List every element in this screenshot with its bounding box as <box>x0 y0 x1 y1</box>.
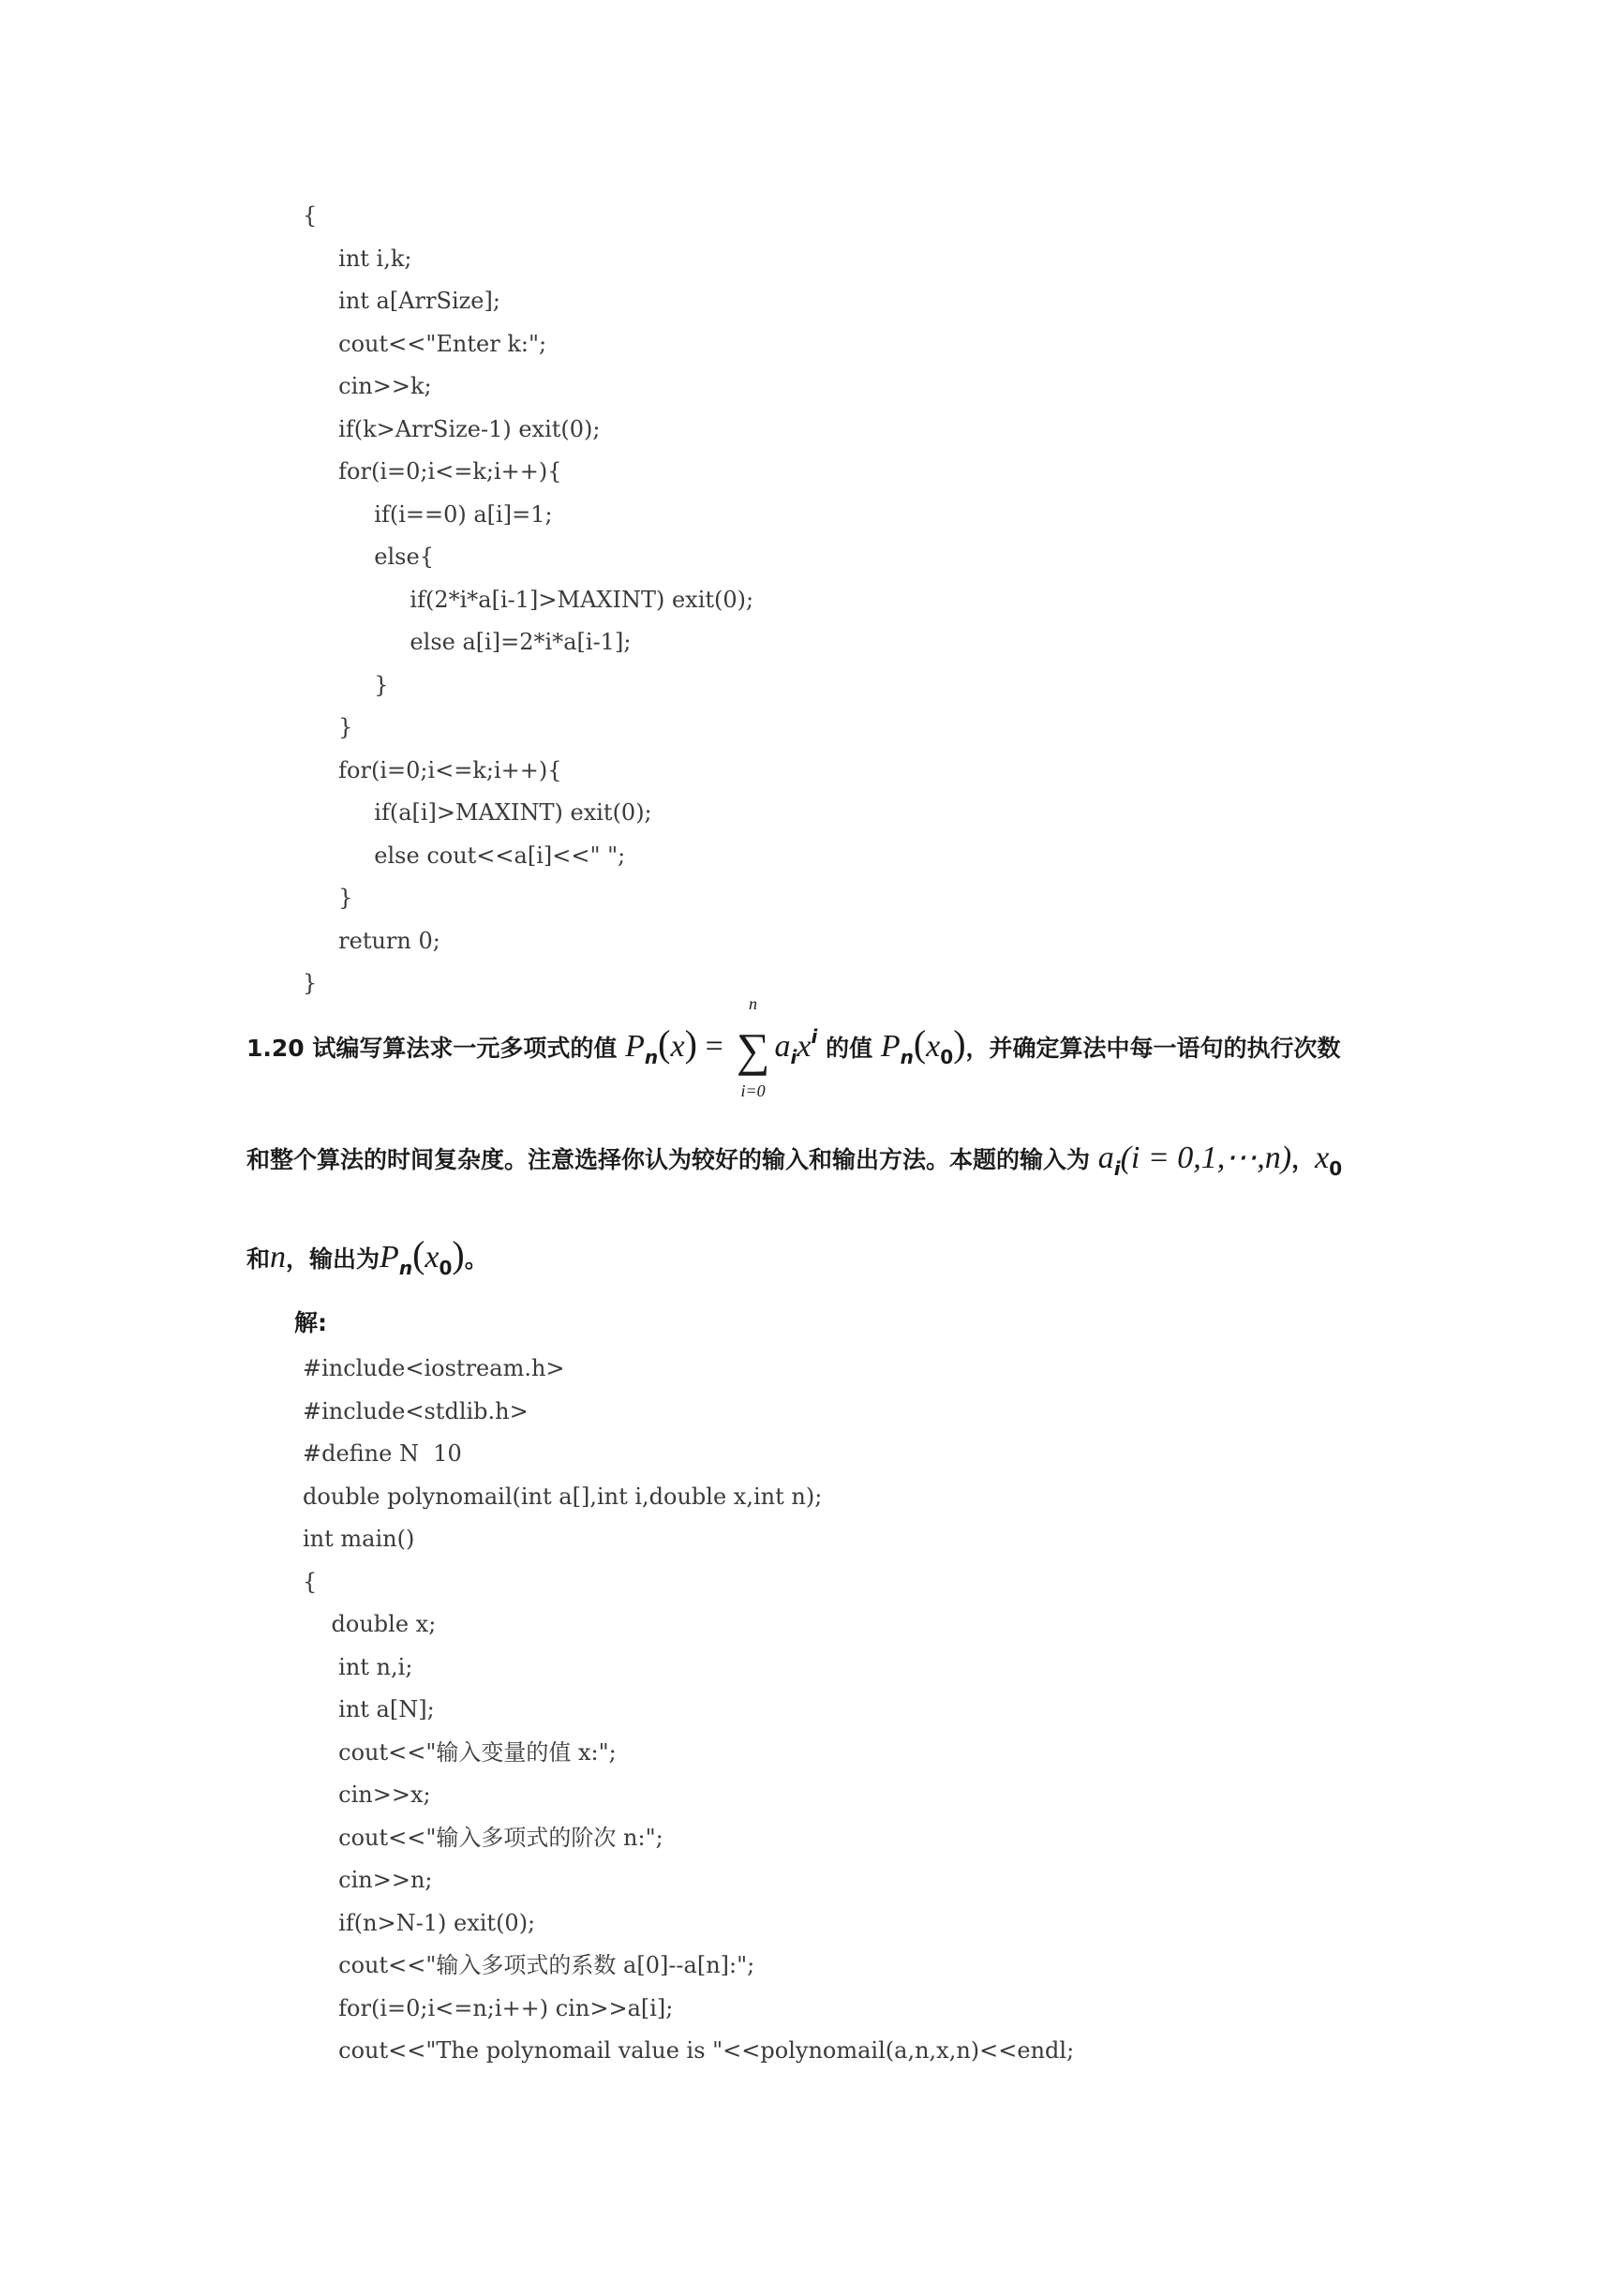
code-line: { <box>303 202 318 229</box>
math-x0: x <box>425 1240 440 1275</box>
problem-text: ，并确定算法中每一语句的执行次数 <box>965 1035 1341 1062</box>
problem-text: 试编写算法求一元多项式的值 <box>312 1035 618 1062</box>
math-sub-0: 0 <box>940 1046 954 1068</box>
code-line: cout<<"输入多项式的系数 a[0]--a[n]:"; <box>303 1952 755 1978</box>
code-line: else a[i]=2*i*a[i-1]; <box>303 629 632 655</box>
sum-lower: i=0 <box>740 1081 766 1100</box>
code-line: int main() <box>303 1526 415 1552</box>
code-line: if(n>N-1) exit(0); <box>303 1909 536 1936</box>
math-sub-0: 0 <box>1329 1157 1343 1180</box>
math-x: x <box>670 1029 685 1064</box>
math-x0: x <box>1315 1141 1330 1175</box>
problem-line-1: 1.20 试编写算法求一元多项式的值 $P_n(x)$ = n ∑ i=0 $a_ix^i$ 的值 $P_n(x_0)$，并确定算法中每一语句的执行次数 <box>246 994 1341 1100</box>
problem-comma: ， <box>1291 1146 1316 1173</box>
code-line: cin>>n; <box>303 1867 433 1893</box>
answer-label: 解: <box>294 1309 327 1336</box>
math-P: P <box>880 1029 901 1064</box>
code-line: for(i=0;i<=k;i++){ <box>303 756 562 783</box>
code-line: for(i=0;i<=n;i++) cin>>a[i]; <box>303 1994 674 2021</box>
code-line: cin>>k; <box>303 373 432 399</box>
code-line: int n,i; <box>303 1653 413 1680</box>
code-line: #include<iostream.h> <box>303 1355 565 1381</box>
math-n: n <box>270 1240 287 1275</box>
math-sup-i: i <box>811 1025 818 1048</box>
code-line: #include<stdlib.h> <box>303 1397 529 1424</box>
problem-text: 的值 <box>826 1035 873 1062</box>
code-line: else{ <box>303 544 434 570</box>
math-a: a <box>774 1029 791 1064</box>
problem-text: 和 <box>246 1245 271 1273</box>
problem-text: ，输出为 <box>286 1245 380 1273</box>
code-line: if(a[i]>MAXINT) exit(0); <box>303 799 652 826</box>
code-line: int i,k; <box>303 245 412 272</box>
math-sub-0: 0 <box>439 1257 453 1279</box>
math-range: (i = 0,1,⋯,n) <box>1120 1141 1292 1175</box>
math-P: P <box>625 1029 645 1064</box>
math-P: P <box>380 1240 399 1275</box>
code-line: #define N 10 <box>303 1440 462 1467</box>
code-line: } <box>303 885 353 911</box>
math-a: a <box>1097 1141 1114 1175</box>
math-sub-i: i <box>790 1046 797 1068</box>
code-line: else cout<<a[i]<<" "; <box>303 842 626 869</box>
code-line: int a[ArrSize]; <box>303 288 500 314</box>
math-x0: x <box>926 1029 941 1064</box>
problem-text: 。 <box>464 1245 488 1273</box>
math-sub-i: i <box>1113 1157 1121 1180</box>
problem-number: 1.20 <box>246 1035 305 1062</box>
problem-line-2 <box>246 1139 1342 1180</box>
problem-text: 和整个算法的时间复杂度。注意选择你认为较好的输入和输出方法。本题的输入为 <box>246 1146 1091 1173</box>
code-line: cout<<"输入多项式的阶次 n:"; <box>303 1824 663 1851</box>
summation <box>732 994 775 1100</box>
sum-symbol: ∑ <box>736 1023 770 1076</box>
code-line: return 0; <box>303 927 440 954</box>
code-line: { <box>303 1568 318 1595</box>
code-line: cout<<"输入变量的值 x:"; <box>303 1738 617 1766</box>
code-line: for(i=0;i<=k;i++){ <box>303 458 562 485</box>
math-x: x <box>797 1029 812 1064</box>
code-line: cin>>x; <box>303 1782 431 1808</box>
code-line: cout<<"The polynomail value is "<<polynomail(a,n,x,n)<<endl; <box>303 2037 1075 2064</box>
code-line: double x; <box>303 1611 437 1637</box>
code-line: int a[N]; <box>303 1696 435 1722</box>
math-equals: = <box>705 1029 723 1064</box>
code-line: if(k>ArrSize-1) exit(0); <box>303 415 601 442</box>
math-sub-n: n <box>900 1046 914 1068</box>
code-line: if(i==0) a[i]=1; <box>303 500 553 528</box>
code-block-1 <box>303 195 753 1006</box>
code-line: if(2*i*a[i-1]>MAXINT) exit(0); <box>303 586 754 613</box>
sum-upper: n <box>749 994 758 1013</box>
code-line: } <box>303 714 353 740</box>
code-line: double polynomail(int a[],int i,double x,int n); <box>303 1483 823 1510</box>
problem-line-3: 和n，输出为$P_n(x_0)$。 <box>246 1233 488 1279</box>
code-line: } <box>303 671 389 698</box>
math-sub-n: n <box>644 1046 659 1068</box>
code-line: } <box>303 970 318 996</box>
code-block-2 <box>303 1348 1074 2073</box>
math-sub-n: n <box>398 1257 413 1279</box>
code-line: cout<<"Enter k:"; <box>303 330 547 357</box>
